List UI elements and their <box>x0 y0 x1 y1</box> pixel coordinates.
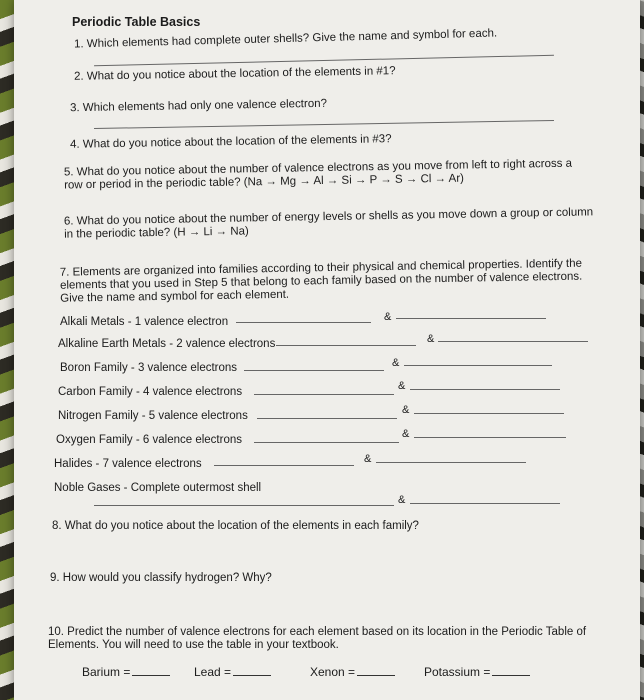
question-8: 8. What do you notice about the location of the elements in each family? <box>52 520 419 532</box>
answer-line <box>438 341 588 342</box>
ampersand: & <box>398 380 406 392</box>
family-noble-gases: Noble Gases - Complete outermost shell <box>54 482 262 494</box>
answer-blank <box>132 665 170 676</box>
family-carbon: Carbon Family - 4 valence electrons <box>58 386 243 398</box>
answer-line <box>396 318 546 319</box>
family-halides: Halides - 7 valence electrons <box>54 458 202 470</box>
worksheet-paper <box>14 0 640 700</box>
prediction-label: Xenon = <box>310 665 356 679</box>
answer-blank <box>492 665 530 676</box>
question-5: 5. What do you notice about the number of valence electrons as you move from left to right across a row or period in the periodic table? (Na → Mg → Al → Si → P → S → Cl → Ar) <box>63 157 573 192</box>
family-boron: Boron Family - 3 valence electrons <box>60 362 238 374</box>
answer-line <box>244 370 384 371</box>
question-7: 7. Elements are organized into families according to their physical and chemical properties. Identify the elements that you used in Step 5 that belong to each family based on the number of valence electrons. Give the name and symbol for each element. <box>59 257 583 305</box>
prediction-xenon <box>310 665 395 679</box>
prediction-lead <box>194 665 271 679</box>
question-1: 1. Which elements had complete outer shells? Give the name and symbol for each. <box>73 27 498 51</box>
prediction-label: Barium = <box>82 665 131 679</box>
question-9: 9. How would you classify hydrogen? Why? <box>50 572 272 584</box>
family-nitrogen: Nitrogen Family - 5 valence electrons <box>58 410 248 422</box>
answer-line <box>254 442 399 443</box>
family-alkaline-earth-metals: Alkaline Earth Metals - 2 valence electrons <box>58 338 276 350</box>
ampersand: & <box>364 453 372 465</box>
ampersand: & <box>384 311 392 323</box>
answer-line <box>257 418 397 419</box>
answer-line <box>410 389 560 390</box>
question-10: 10. Predict the number of valence electrons for each element based on its location in the Periodic Table of Elements. You will need to use the table in your textbook. <box>48 626 587 651</box>
ampersand: & <box>427 333 435 345</box>
answer-line <box>254 394 394 395</box>
answer-line <box>94 505 394 506</box>
answer-line <box>376 462 526 463</box>
answer-blank <box>357 665 395 676</box>
family-oxygen: Oxygen Family - 6 valence electrons <box>56 434 242 446</box>
answer-line <box>94 55 554 66</box>
answer-line <box>414 413 564 414</box>
answer-line <box>404 365 552 366</box>
answer-line <box>214 465 354 466</box>
worksheet-title: Periodic Table Basics <box>72 15 201 29</box>
answer-line <box>276 345 416 346</box>
family-alkali-metals: Alkali Metals - 1 valence electron <box>60 316 229 328</box>
question-4: 4. What do you notice about the location of the elements in #3? <box>69 133 392 151</box>
answer-line <box>410 503 560 504</box>
ampersand: & <box>402 404 410 416</box>
prediction-label: Lead = <box>194 665 232 679</box>
prediction-barium <box>82 665 170 679</box>
ampersand: & <box>392 357 400 369</box>
ampersand: & <box>398 494 406 506</box>
question-2: 2. What do you notice about the location of the elements in #1? <box>73 65 396 83</box>
answer-line <box>414 437 566 438</box>
prediction-potassium <box>424 665 530 679</box>
ampersand: & <box>402 428 410 440</box>
answer-line <box>236 322 371 323</box>
question-3: 3. Which elements had only one valence electron? <box>69 97 328 115</box>
answer-blank <box>233 665 271 676</box>
prediction-label: Potassium = <box>424 665 491 679</box>
answer-line <box>94 120 554 129</box>
question-6: 6. What do you notice about the number of energy levels or shells as you move down a group or column in the periodic table? (H → Li → Na) <box>63 206 594 241</box>
